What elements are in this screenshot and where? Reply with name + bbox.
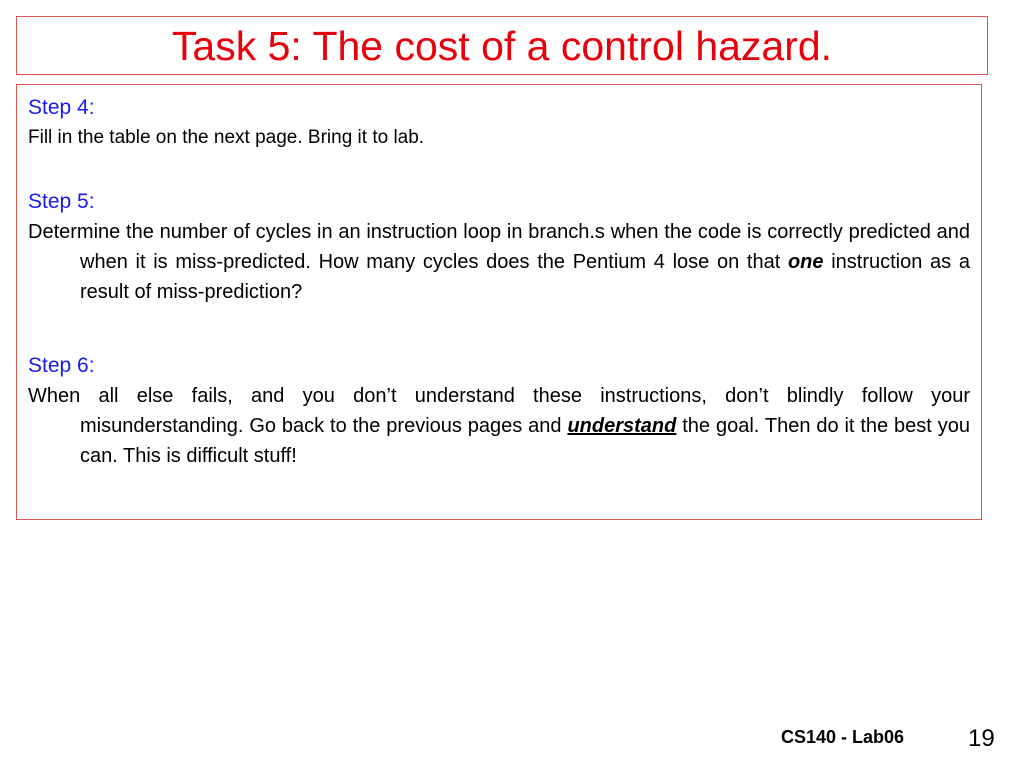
step-6-body xyxy=(28,381,970,471)
course-label: CS140 - Lab06 xyxy=(781,727,905,747)
content-box xyxy=(16,84,982,520)
step-4-body xyxy=(28,123,970,153)
step-5-text-b: instruction as a result of miss-prediction? xyxy=(80,251,970,303)
step-6-text-b: the goal. Then do it the best you can. This is difficult stuff! xyxy=(80,415,971,467)
step-6-text-a: When all else fails, and you don’t understand these instructions, don’t blindly follow your misunderstanding. Go back to the previous pages and xyxy=(28,385,970,437)
step-5-heading: Step 5: xyxy=(28,190,95,213)
slide-title: Task 5: The cost of a control hazard. xyxy=(171,23,833,69)
title-box xyxy=(16,16,988,75)
page-number: 19 xyxy=(968,725,995,752)
step-4-heading: Step 4: xyxy=(28,96,95,119)
step-5-emphasis: one xyxy=(787,251,824,273)
step-6-heading: Step 6: xyxy=(28,354,95,377)
step-6-emphasis: understand xyxy=(567,415,677,437)
step-4-text: Fill in the table on the next page. Bring it to lab. xyxy=(28,127,425,148)
step-5-body xyxy=(28,217,970,307)
step-5-text-a: Determine the number of cycles in an instruction loop in branch.s when the code is correctly predicted and when it is miss-predicted. How many cycles does the Pentium 4 lose on that xyxy=(28,221,970,273)
